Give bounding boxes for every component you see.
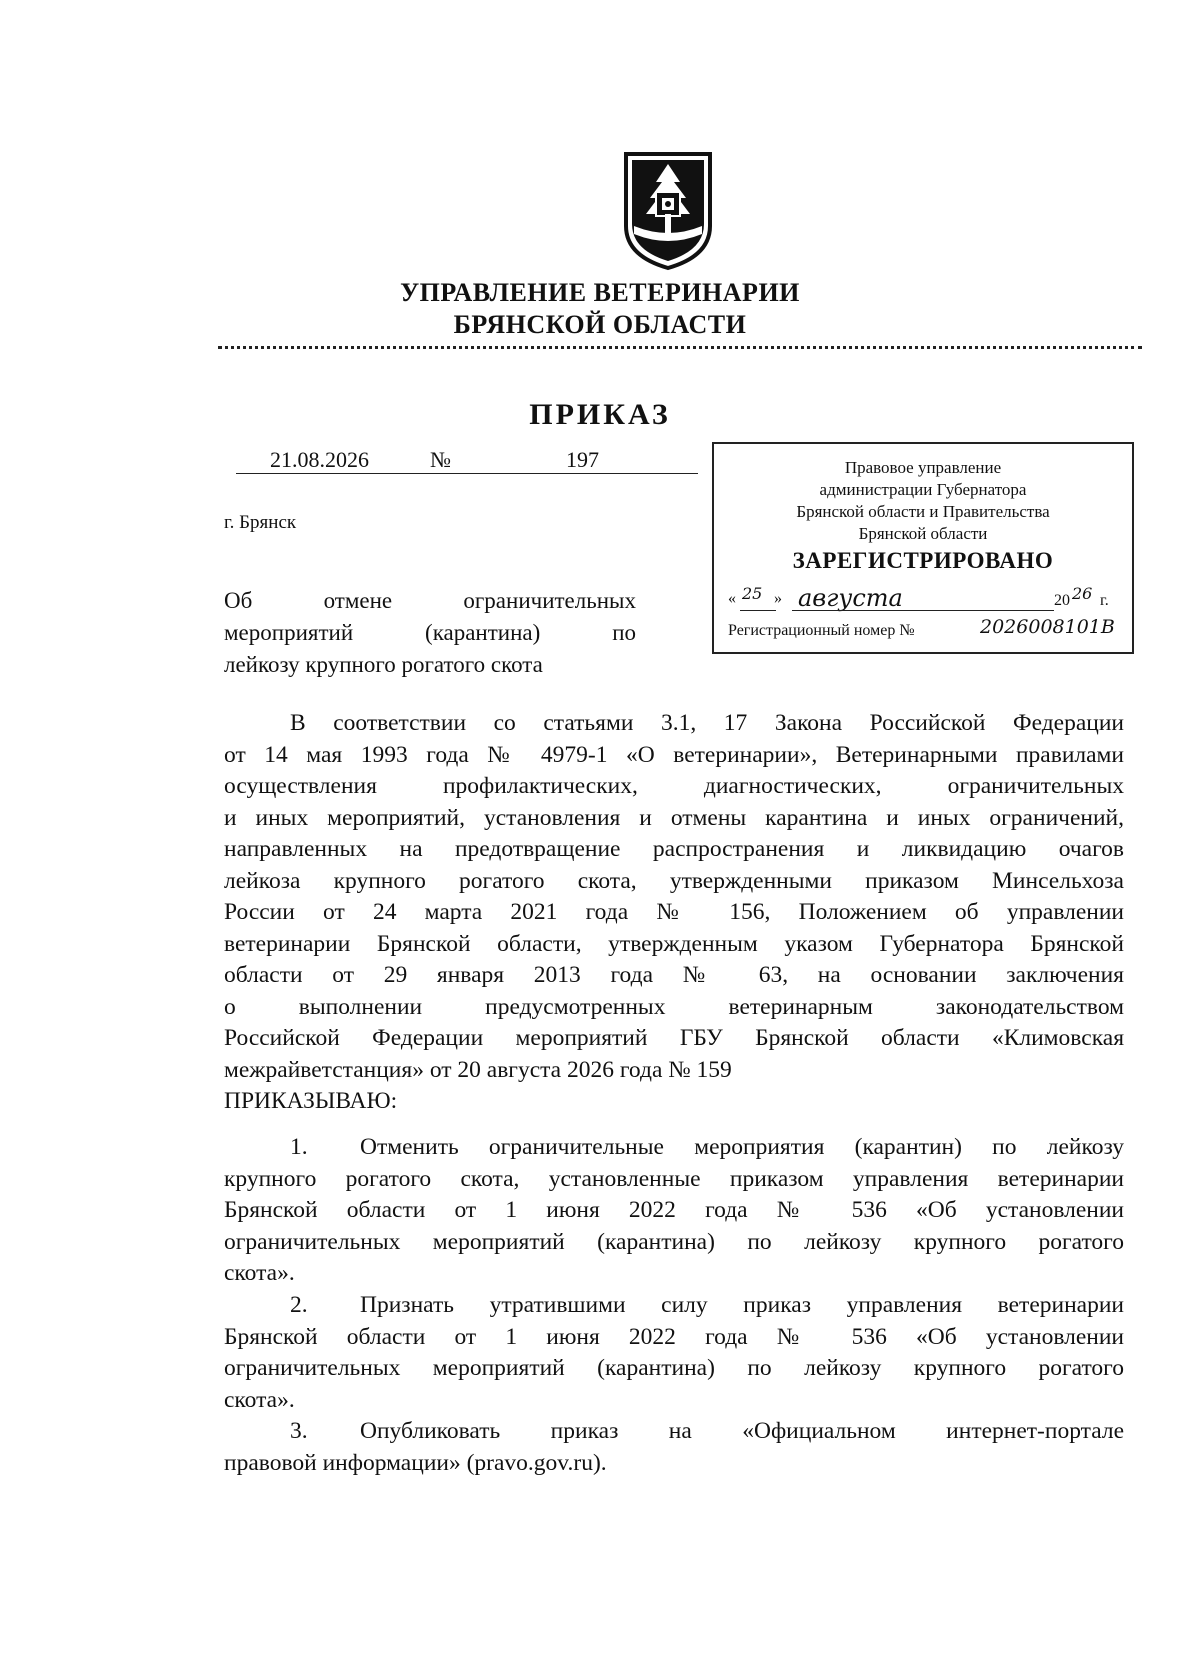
preamble-line: области от 29 января 2013 года № 63, на основании заключения <box>224 962 1124 988</box>
item-line: Брянской области от 1 июня 2022 года № 536 «Об установлении <box>224 1323 1124 1350</box>
order-subject <box>224 585 636 681</box>
preamble-line: направленных на предотвращение распространения и ликвидацию очагов <box>224 836 1124 862</box>
registration-stamp: Правовое управление администрации Губернатора Брянской области и Правительства Брянской области ЗАРЕГИСТРИРОВАНО « 25 » августа 20 26 г. Регистрационный номер № 2026008101В <box>712 442 1134 654</box>
item-number: 3. <box>290 1418 308 1444</box>
order-item-1 <box>224 1132 1124 1290</box>
item-line: ограничительных мероприятий (карантина) по лейкозу крупного рогатого <box>224 1228 1124 1255</box>
preamble-line: о выполнении предусмотренных ветеринарным законодательством <box>224 993 1124 1020</box>
stamp-month: августа <box>798 584 903 612</box>
item-line: Признать утратившими силу приказ управления ветеринарии <box>360 1292 1124 1318</box>
stamp-line: Брянской области и Правительства <box>796 502 1050 521</box>
order-word: ПРИКАЗЫВАЮ: <box>224 1088 398 1114</box>
stamp-year-suffix: 26 <box>1072 584 1093 603</box>
header-divider <box>218 346 1142 349</box>
stamp-day: 25 <box>742 584 763 603</box>
preamble-line: осуществления профилактических, диагностических, ограничительных <box>224 773 1124 799</box>
stamp-line: Правовое управление <box>844 458 1002 477</box>
item-line: скота». <box>224 1260 295 1286</box>
preamble-line: от 14 мая 1993 года № 4979-1 «О ветеринарии», Ветеринарными правилами <box>224 741 1124 768</box>
preamble-line: и иных мероприятий, установления и отмены карантина и иных ограничений, <box>224 804 1124 831</box>
item-line: скота». <box>224 1386 295 1413</box>
stamp-reg-number: 2026008101В <box>980 616 1115 638</box>
date-number-underline <box>236 473 698 474</box>
preamble-line: В соответствии со статьями 3.1, 17 Закона Российской Федерации <box>290 710 1124 736</box>
stamp-registered: ЗАРЕГИСТРИРОВАНО <box>792 548 1054 573</box>
stamp-line: Брянской области <box>858 524 988 543</box>
city: г. Брянск <box>224 512 297 533</box>
order-date: 21.08.2026 <box>270 447 369 472</box>
subject-line: лейкозу крупного рогатого скота <box>224 652 543 677</box>
subject-line: Об отмене ограничительных <box>224 588 636 613</box>
item-line: крупного рогатого скота, установленные приказом управления ветеринарии <box>224 1165 1124 1192</box>
preamble-line: России от 24 марта 2021 года № 156, Положением об управлении <box>224 899 1124 925</box>
number-sign: № <box>430 447 451 472</box>
preamble-line: межрайветстанция» от 20 августа 2026 года № 159 <box>224 1056 732 1083</box>
org-name-line1: УПРАВЛЕНИЕ ВЕТЕРИНАРИИ <box>400 278 800 307</box>
org-name-line2: БРЯНСКОЙ ОБЛАСТИ <box>453 310 747 339</box>
subject-line: мероприятий (карантина) по <box>224 620 636 645</box>
preamble-line: лейкоза крупного рогатого скота, утвержденными приказом Минсельхоза <box>224 867 1124 894</box>
item-number: 1. <box>290 1134 308 1160</box>
preamble-line: Российской Федерации мероприятий ГБУ Брянской области «Климовская <box>224 1025 1124 1051</box>
item-line: Брянской области от 1 июня 2022 года № 536 «Об установлении <box>224 1197 1124 1223</box>
preamble-line: ветеринарии Брянской области, утвержденным указом Губернатора Брянской <box>224 930 1124 957</box>
preamble-paragraph <box>224 708 1124 1118</box>
stamp-line: администрации Губернатора <box>819 480 1027 499</box>
order-number: 197 <box>566 447 599 472</box>
stamp-year-prefix: 20 <box>1054 592 1070 609</box>
item-number: 2. <box>290 1292 308 1318</box>
order-item-3 <box>224 1416 1124 1479</box>
item-line: Опубликовать приказ на «Официальном интернет-портале <box>360 1418 1124 1444</box>
item-line: ограничительных мероприятий (карантина) по лейкозу крупного рогатого <box>224 1355 1124 1381</box>
coat-of-arms-emblem <box>618 148 718 273</box>
stamp-reg-label: Регистрационный номер № <box>728 622 915 639</box>
item-line: Отменить ограничительные мероприятия (карантин) по лейкозу <box>360 1134 1124 1160</box>
item-line: правовой информации» (pravo.gov.ru). <box>224 1449 607 1476</box>
stamp-year-end: г. <box>1100 592 1109 609</box>
document-title: ПРИКАЗ <box>529 398 671 431</box>
order-item-2 <box>224 1290 1124 1416</box>
